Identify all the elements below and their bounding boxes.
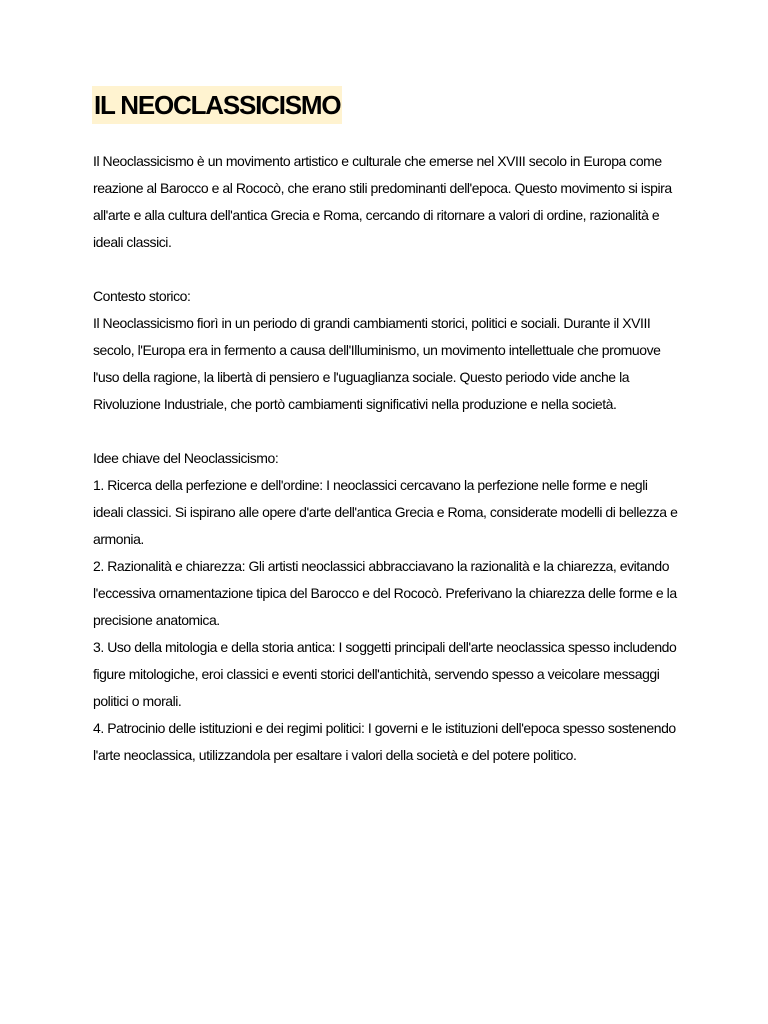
idea-item: 2. Razionalità e chiarezza: Gli artisti neoclassici abbracciavano la razionalità e la chiarezza, evitando l'eccessiva ornamentazione tipica del Barocco e del Rococò. Preferivano la chiarezza delle forme e la precisione anatomica. [93,558,677,628]
paragraph-spacer [93,256,678,283]
document-title: IL NEOCLASSICISMO [92,86,342,124]
context-paragraph: Il Neoclassicismo fiorì in un periodo di grandi cambiamenti storici, politici e sociali. Durante il XVIII secolo, l'Europa era in fermento a causa dell'Illuminismo, un movimento intellettuale che promuove l'uso della ragione, la libertà di pensiero e l'uguaglianza sociale. Questo periodo vide anche la Rivoluzione Industriale, che portò cambiamenti significativi nella produzione e nella società. [93,315,661,412]
ideas-heading: Idee chiave del Neoclassicismo: [93,450,279,466]
idea-item: 1. Ricerca della perfezione e dell'ordine: I neoclassici cercavano la perfezione nelle forme e negli ideali classici. Si ispirano alle opere d'arte dell'antica Grecia e Roma, considerate modelli di bellezza e armonia. [93,477,678,547]
context-heading: Contesto storico: [93,288,191,304]
idea-item: 3. Uso della mitologia e della storia antica: I soggetti principali dell'arte neoclassica spesso includendo figure mitologiche, eroi classici e eventi storici dell'antichità, servendo spesso a veicolare messaggi politici o morali. [93,639,677,709]
intro-paragraph: Il Neoclassicismo è un movimento artistico e culturale che emerse nel XVIII secolo in Europa come reazione al Barocco e al Rococò, che erano stili predominanti dell'epoca. Questo movimento si ispira all'arte e alla cultura dell'antica Grecia e Roma, cercando di ritornare a valori di ordine, razionalità e ideali classici. [93,153,672,250]
idea-item: 4. Patrocinio delle istituzioni e dei regimi politici: I governi e le istituzioni dell'epoca spesso sostenendo l'arte neoclassica, utilizzandola per esaltare i valori della società e del potere politico. [93,720,676,763]
paragraph-spacer [93,418,678,445]
document-body [93,148,678,769]
